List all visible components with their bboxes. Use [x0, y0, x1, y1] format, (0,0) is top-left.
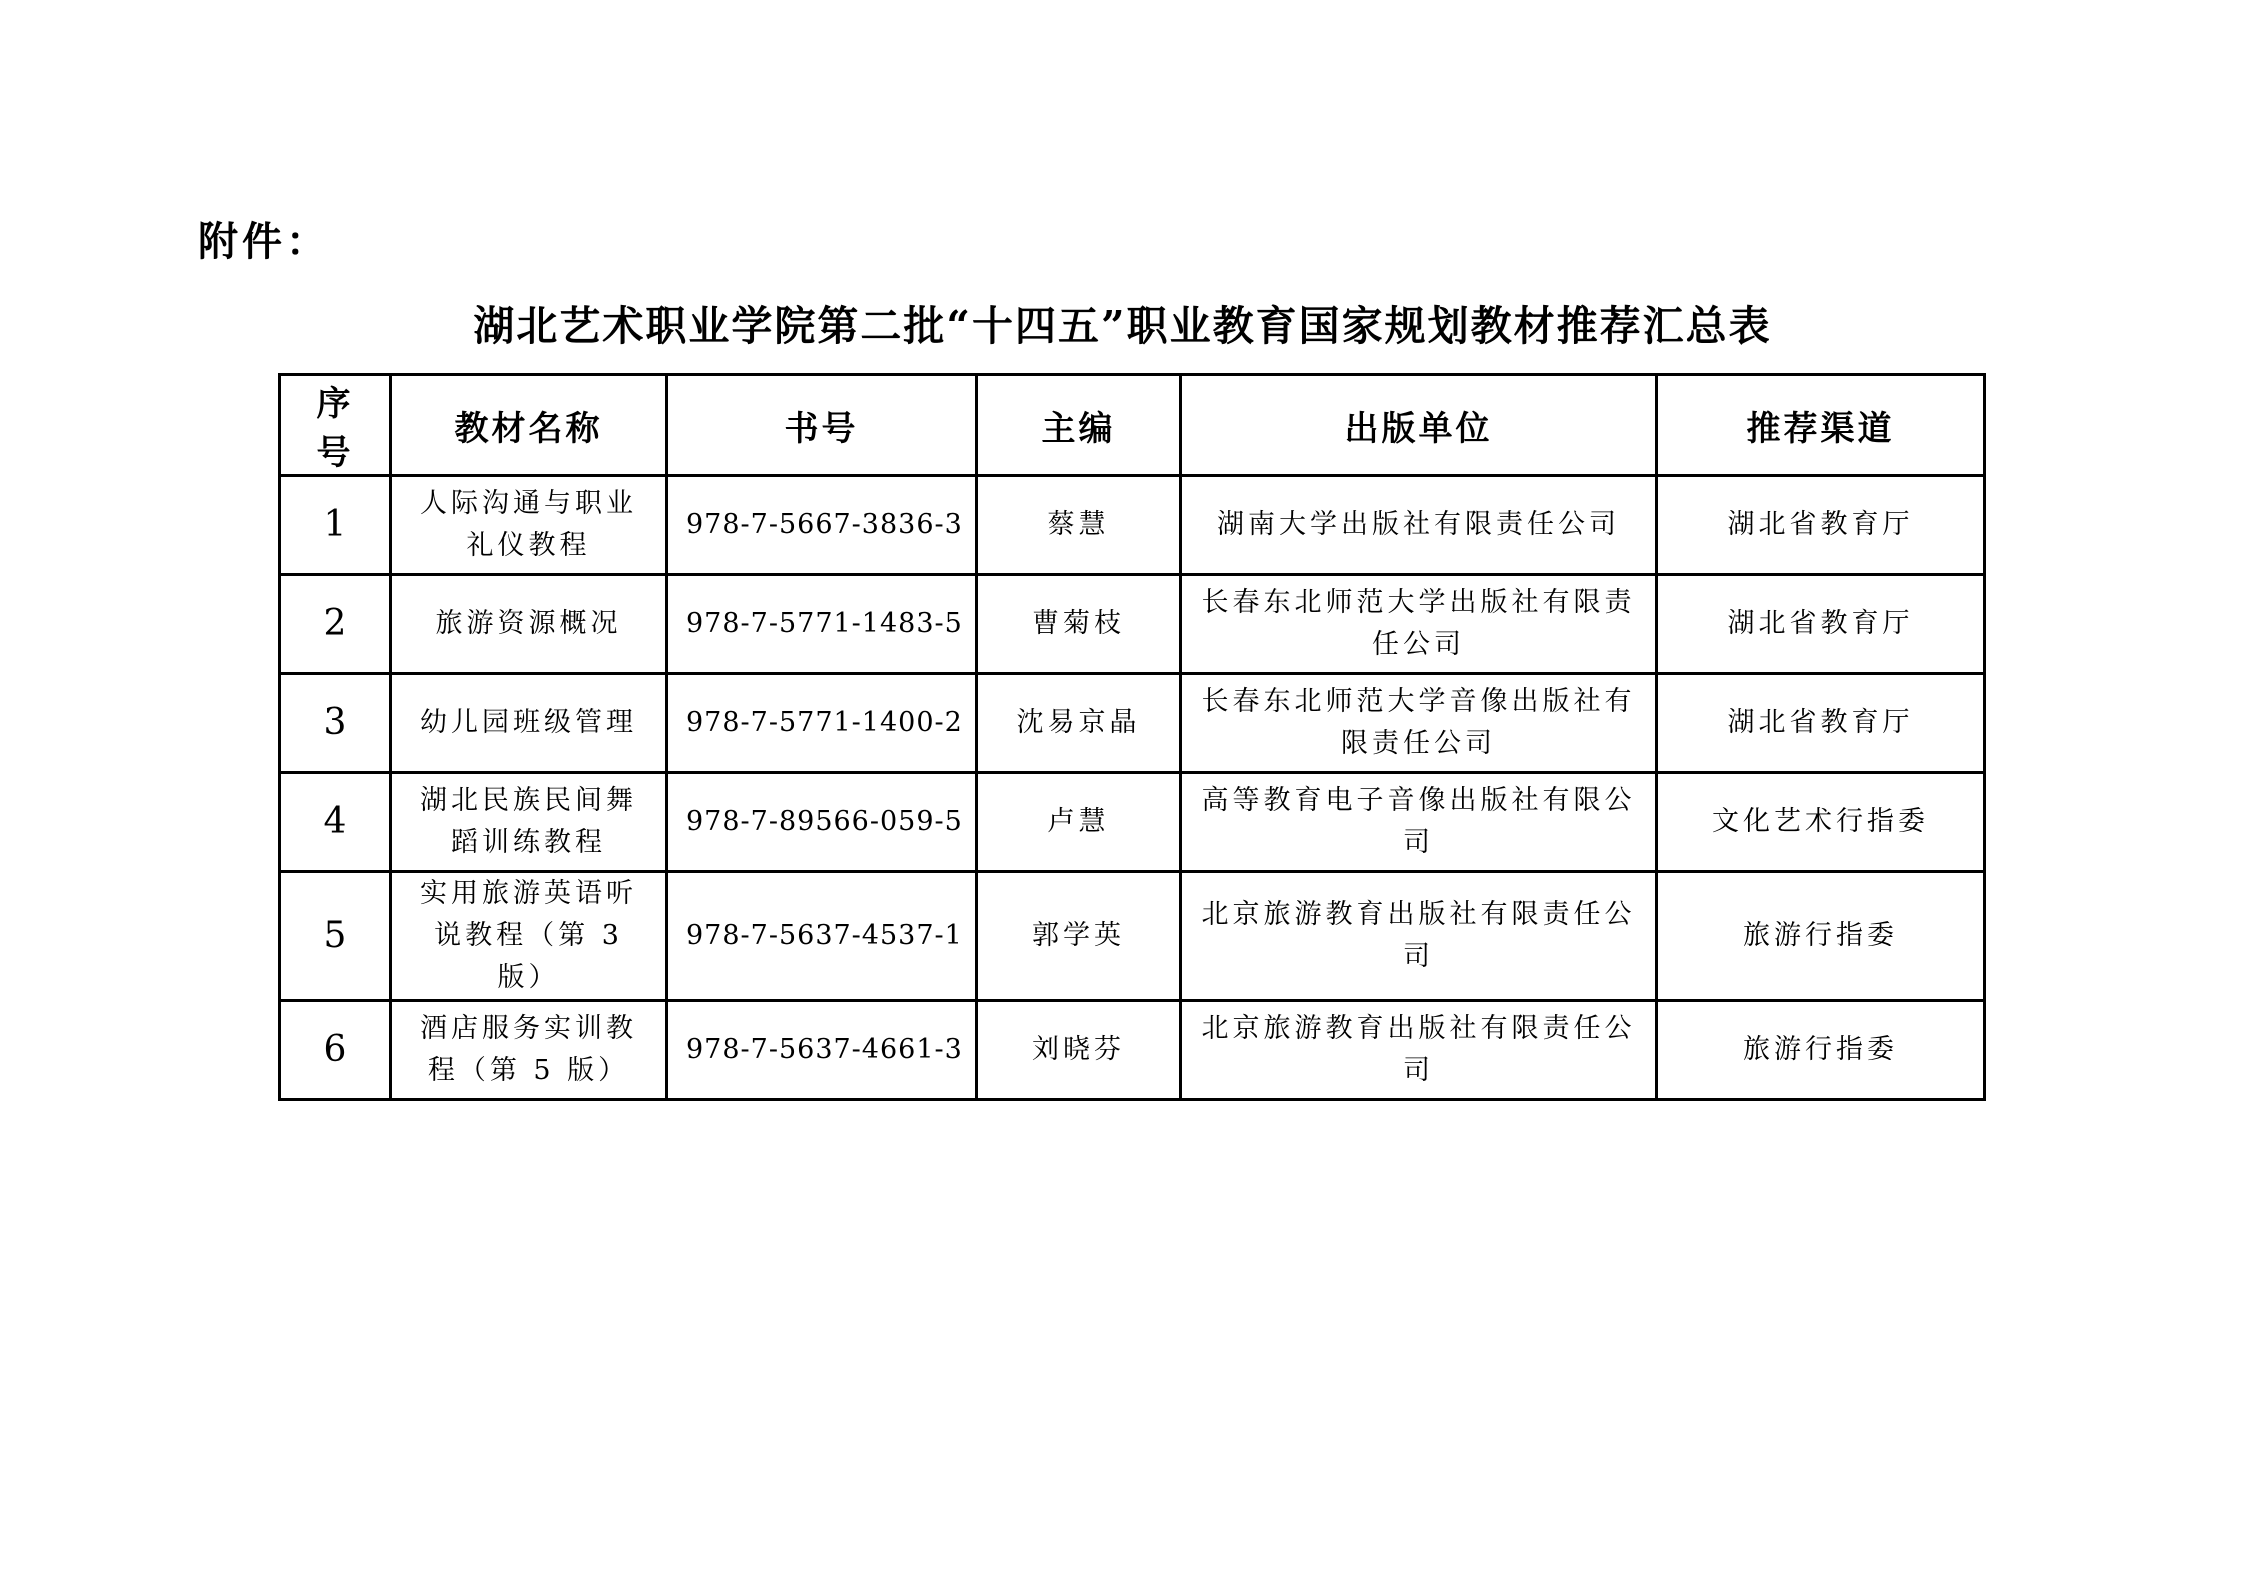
isbn-cell: 978-7-5771-1483-5 [667, 575, 977, 674]
publisher-cell: 长春东北师范大学出版社有限责任公司 [1181, 575, 1657, 674]
serial-number-cell: 1 [280, 476, 391, 575]
table-row [280, 575, 1985, 674]
textbook-summary-table [278, 373, 1986, 1101]
recommendation-channel-cell: 湖北省教育厅 [1657, 476, 1985, 575]
textbook-name-cell: 人际沟通与职业礼仪教程 [391, 476, 667, 575]
isbn-cell: 978-7-5637-4661-3 [667, 1001, 977, 1100]
serial-number-cell: 6 [280, 1001, 391, 1100]
publisher-cell: 湖南大学出版社有限责任公司 [1181, 476, 1657, 575]
header-isbn: 书号 [667, 375, 977, 476]
attachment-label: 附件： [198, 218, 330, 265]
recommendation-channel-cell: 湖北省教育厅 [1657, 674, 1985, 773]
header-textbook-name: 教材名称 [391, 375, 667, 476]
isbn-cell: 978-7-89566-059-5 [667, 773, 977, 872]
document-title: 湖北艺术职业学院第二批“十四五”职业教育国家规划教材推荐汇总表 [473, 302, 1772, 350]
table-row [280, 476, 1985, 575]
chief-editor-cell: 郭学英 [977, 872, 1181, 1001]
recommendation-channel-cell: 湖北省教育厅 [1657, 575, 1985, 674]
chief-editor-cell: 曹菊枝 [977, 575, 1181, 674]
chief-editor-cell: 卢慧 [977, 773, 1181, 872]
publisher-cell: 高等教育电子音像出版社有限公司 [1181, 773, 1657, 872]
header-publisher: 出版单位 [1181, 375, 1657, 476]
chief-editor-cell: 沈易京晶 [977, 674, 1181, 773]
textbook-name-cell: 湖北民族民间舞蹈训练教程 [391, 773, 667, 872]
recommendation-channel-cell: 文化艺术行指委 [1657, 773, 1985, 872]
textbook-name-cell: 旅游资源概况 [391, 575, 667, 674]
publisher-cell: 长春东北师范大学音像出版社有限责任公司 [1181, 674, 1657, 773]
serial-number-cell: 3 [280, 674, 391, 773]
isbn-cell: 978-7-5637-4537-1 [667, 872, 977, 1001]
serial-number-cell: 5 [280, 872, 391, 1001]
recommendation-channel-cell: 旅游行指委 [1657, 872, 1985, 1001]
serial-number-cell: 2 [280, 575, 391, 674]
table-header-row [280, 375, 1985, 476]
table-row [280, 674, 1985, 773]
table-row [280, 1001, 1985, 1100]
table-row [280, 773, 1985, 872]
chief-editor-cell: 蔡慧 [977, 476, 1181, 575]
textbook-name-cell: 酒店服务实训教程（第 5 版） [391, 1001, 667, 1100]
header-serial-number: 序号 [280, 375, 391, 476]
header-recommendation-channel: 推荐渠道 [1657, 375, 1985, 476]
table-row [280, 872, 1985, 1001]
isbn-cell: 978-7-5667-3836-3 [667, 476, 977, 575]
chief-editor-cell: 刘晓芬 [977, 1001, 1181, 1100]
publisher-cell: 北京旅游教育出版社有限责任公司 [1181, 1001, 1657, 1100]
isbn-cell: 978-7-5771-1400-2 [667, 674, 977, 773]
recommendation-channel-cell: 旅游行指委 [1657, 1001, 1985, 1100]
textbook-name-cell: 实用旅游英语听说教程（第 3 版） [391, 872, 667, 1001]
header-chief-editor: 主编 [977, 375, 1181, 476]
textbook-name-cell: 幼儿园班级管理 [391, 674, 667, 773]
publisher-cell: 北京旅游教育出版社有限责任公司 [1181, 872, 1657, 1001]
serial-number-cell: 4 [280, 773, 391, 872]
